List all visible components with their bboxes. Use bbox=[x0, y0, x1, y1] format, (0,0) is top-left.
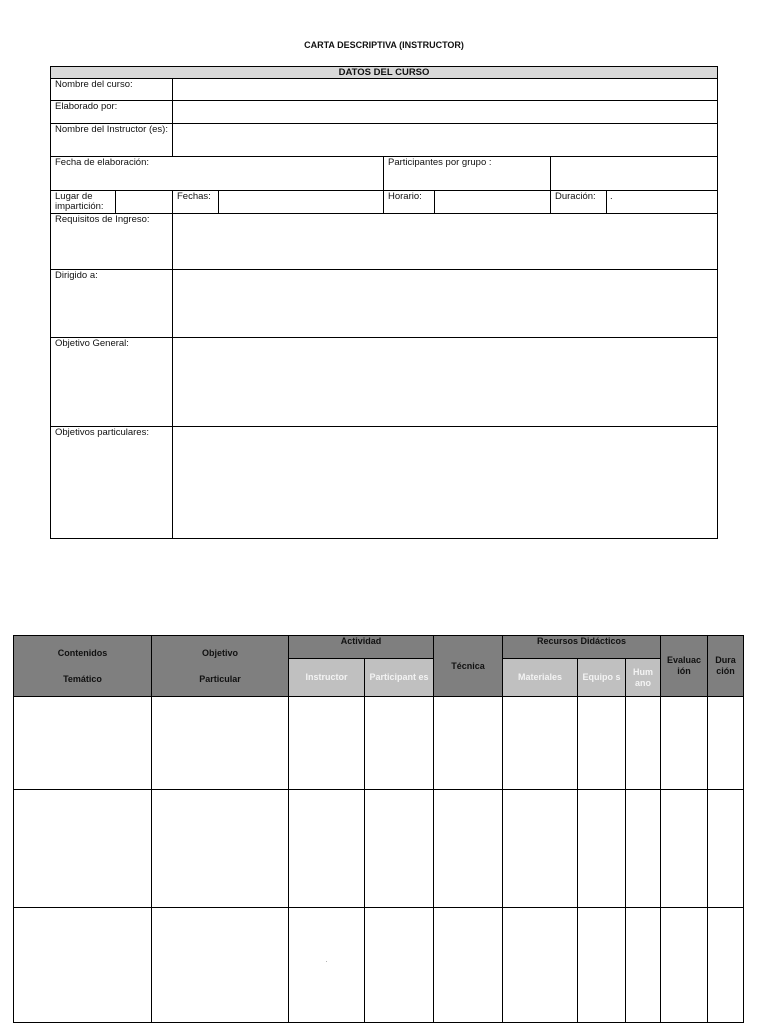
contenidos-label-1: Contenidos bbox=[57, 647, 108, 658]
nombre-curso-field[interactable] bbox=[173, 79, 718, 101]
table-cell[interactable] bbox=[578, 790, 626, 908]
contenidos-label-2: Temático bbox=[63, 673, 102, 684]
participantes-header: Participant es bbox=[365, 659, 434, 697]
table-cell[interactable] bbox=[661, 697, 708, 790]
duracion-field[interactable]: . bbox=[606, 191, 717, 213]
table-cell[interactable] bbox=[14, 790, 152, 908]
table-cell[interactable] bbox=[503, 790, 578, 908]
requisitos-field[interactable] bbox=[173, 214, 718, 270]
activity-table bbox=[13, 635, 744, 1023]
table-cell[interactable] bbox=[661, 790, 708, 908]
table-cell[interactable] bbox=[152, 697, 289, 790]
table-cell[interactable] bbox=[14, 908, 152, 1023]
table-cell[interactable] bbox=[434, 790, 503, 908]
duracion-label: Duración: bbox=[555, 191, 596, 202]
course-data-form bbox=[50, 66, 718, 539]
table-cell[interactable] bbox=[578, 697, 626, 790]
table-cell[interactable] bbox=[626, 908, 661, 1023]
table-row bbox=[14, 790, 744, 908]
table-cell[interactable] bbox=[434, 908, 503, 1023]
objetivo-general-label: Objetivo General: bbox=[51, 338, 173, 427]
dirigido-label: Dirigido a: bbox=[51, 270, 173, 338]
table-cell[interactable] bbox=[503, 697, 578, 790]
fechas-field[interactable] bbox=[218, 191, 383, 213]
requisitos-label: Requisitos de Ingreso: bbox=[51, 214, 173, 270]
table-cell[interactable] bbox=[434, 697, 503, 790]
horario-field[interactable] bbox=[434, 191, 550, 213]
page-title: CARTA DESCRIPTIVA (INSTRUCTOR) bbox=[304, 40, 464, 50]
table-cell[interactable] bbox=[365, 790, 434, 908]
table-cell[interactable] bbox=[708, 790, 744, 908]
table-row bbox=[14, 697, 744, 790]
nombre-curso-label: Nombre del curso: bbox=[51, 79, 173, 101]
cell-mark: . bbox=[325, 958, 328, 964]
table-cell[interactable] bbox=[289, 908, 365, 1023]
table-cell[interactable] bbox=[661, 908, 708, 1023]
participantes-field[interactable] bbox=[551, 157, 718, 191]
fechas-label: Fechas: bbox=[177, 191, 211, 202]
objetivos-particulares-label: Objetivos particulares: bbox=[51, 427, 173, 539]
horario-label: Horario: bbox=[388, 191, 422, 202]
contenidos-header bbox=[14, 636, 152, 697]
participantes-label: Participantes por grupo : bbox=[384, 157, 551, 191]
nombre-instructor-label: Nombre del Instructor (es): bbox=[51, 124, 173, 157]
objetivos-particulares-field[interactable] bbox=[173, 427, 718, 539]
table-cell[interactable] bbox=[708, 697, 744, 790]
table-cell[interactable] bbox=[152, 790, 289, 908]
nombre-instructor-field[interactable] bbox=[173, 124, 718, 157]
table-cell[interactable] bbox=[626, 697, 661, 790]
table-cell[interactable] bbox=[289, 790, 365, 908]
actividad-header: Actividad bbox=[289, 636, 434, 659]
table-cell[interactable] bbox=[289, 697, 365, 790]
lugar-label: Lugar de impartición: bbox=[55, 191, 104, 212]
table-cell[interactable] bbox=[14, 697, 152, 790]
elaborado-por-field[interactable] bbox=[173, 101, 718, 124]
table-cell[interactable] bbox=[626, 790, 661, 908]
table-cell[interactable] bbox=[152, 908, 289, 1023]
objetivo-label-1: Objetivo bbox=[201, 647, 238, 658]
objetivo-general-field[interactable] bbox=[173, 338, 718, 427]
tecnica-header: Técnica bbox=[434, 636, 503, 697]
objetivo-label-2: Particular bbox=[199, 673, 241, 684]
evaluacion-header: Evaluac ión bbox=[661, 636, 708, 697]
table-cell[interactable] bbox=[708, 908, 744, 1023]
equipos-header: Equipo s bbox=[578, 659, 626, 697]
materiales-header: Materiales bbox=[503, 659, 578, 697]
fecha-elaboracion-field[interactable] bbox=[51, 157, 384, 191]
duracion-header: Dura ción bbox=[708, 636, 744, 697]
instructor-header: Instructor bbox=[289, 659, 365, 697]
elaborado-por-label: Elaborado por: bbox=[51, 101, 173, 124]
table-cell[interactable] bbox=[365, 908, 434, 1023]
form-header: DATOS DEL CURSO bbox=[51, 67, 718, 79]
humano-header: Hum ano bbox=[626, 659, 661, 697]
objetivo-header bbox=[152, 636, 289, 697]
fecha-elaboracion-label: Fecha de elaboración: bbox=[55, 157, 150, 168]
table-cell[interactable] bbox=[503, 908, 578, 1023]
table-cell[interactable] bbox=[578, 908, 626, 1023]
recursos-header: Recursos Didácticos bbox=[503, 636, 661, 659]
table-row bbox=[14, 908, 744, 1023]
dirigido-field[interactable] bbox=[173, 270, 718, 338]
lugar-field[interactable] bbox=[115, 191, 172, 213]
table-cell[interactable] bbox=[365, 697, 434, 790]
